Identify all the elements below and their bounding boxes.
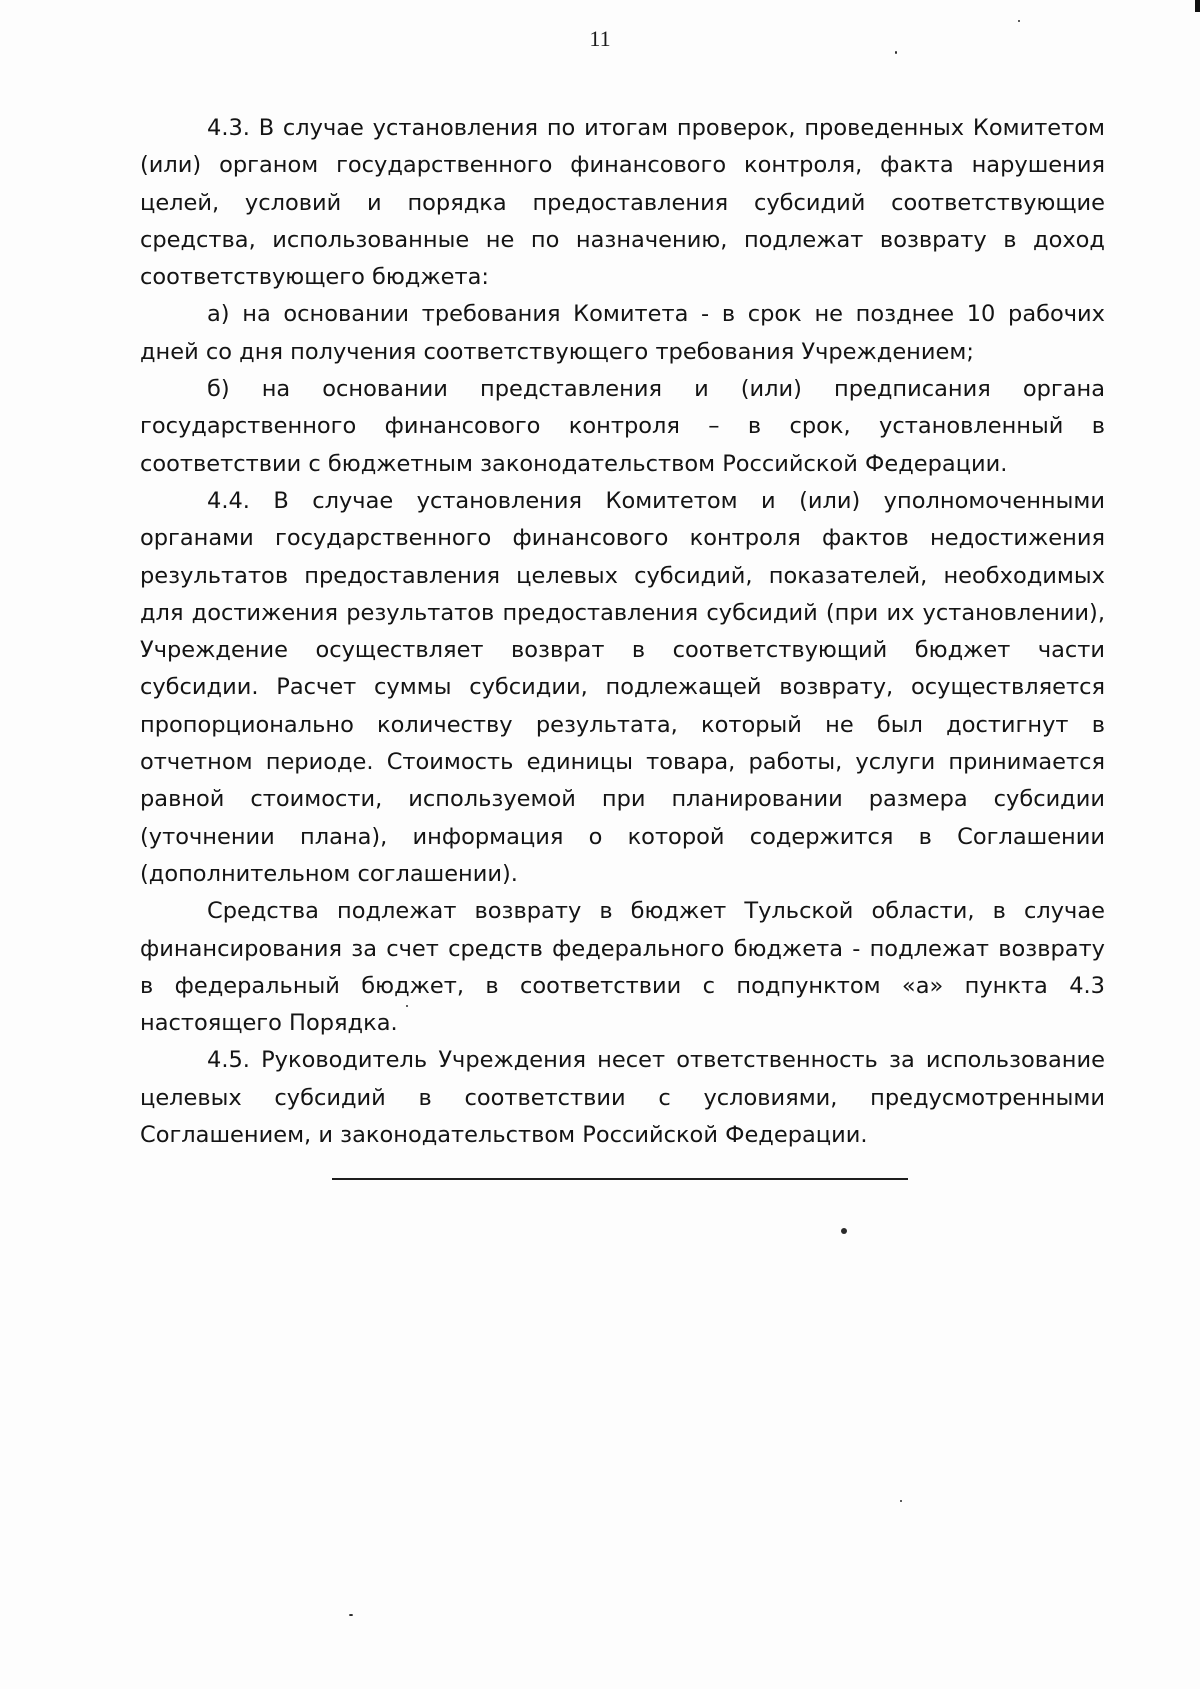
- scan-speck: [841, 1228, 847, 1234]
- scan-speck: [1018, 20, 1020, 22]
- paragraph-funds-return: Средства подлежат возврату в бюджет Тульской области, в случае финансирования за счет средств федерального бюджета - подлежат возврату в федеральный бюджет, в соответствии с подпунктом «а» пункта 4.3 настоящего Порядка.: [140, 898, 1105, 1037]
- end-of-text-rule: [332, 1178, 908, 1180]
- paragraph-4-4: 4.4. В случае установления Комитетом и (или) уполномоченными органами государственного финансового контроля фактов недостижения результатов предоставления целевых субсидий, показателей, необходимых для достижения результатов предоставления субсидий (при их установлении), Учреждение осуществляет возврат в соответствующий бюджет части субсидии. Расчет суммы субсидии, подлежащей возврату, осуществляется пропорционально количеству результата, который не был достигнут в отчетном периоде. Стоимость единицы товара, работы, услуги принимается равной стоимости, используемой при планировании размера субсидии (уточнении плана), информация о которой содержится в Соглашении (дополнительном соглашении).: [140, 487, 1105, 887]
- scan-edge-mark: [1195, 0, 1200, 12]
- paragraph-4-3-b: б) на основании представления и (или) предписания органа государственного финансового контроля – в срок, установленный в соответствии с бюджетным законодательством Российской Федерации.: [140, 376, 1105, 477]
- paragraph-4-3: 4.3. В случае установления по итогам проверок, проведенных Комитетом (или) органом государственного финансового контроля, факта нарушения целей, условий и порядка предоставления субсидий соответствующие средства, использованные не по назначению, подлежат возврату в доход соответствующего бюджета:: [140, 115, 1105, 291]
- paragraph-4-3-a: а) на основании требования Комитета - в срок не позднее 10 рабочих дней со дня получения соответствующего требования Учреждением;: [140, 301, 1105, 365]
- scan-speck: [900, 1500, 902, 1502]
- document-body: [140, 110, 1105, 1154]
- page-number: 11: [589, 26, 611, 51]
- scan-speck: [406, 1005, 408, 1007]
- paragraph-4-5: 4.5. Руководитель Учреждения несет ответственность за использование целевых субсидий в соответствии с условиями, предусмотренными Соглашением, и законодательством Российской Федерации.: [140, 1047, 1105, 1149]
- scan-speck: [349, 1614, 353, 1616]
- scan-speck: [895, 51, 897, 54]
